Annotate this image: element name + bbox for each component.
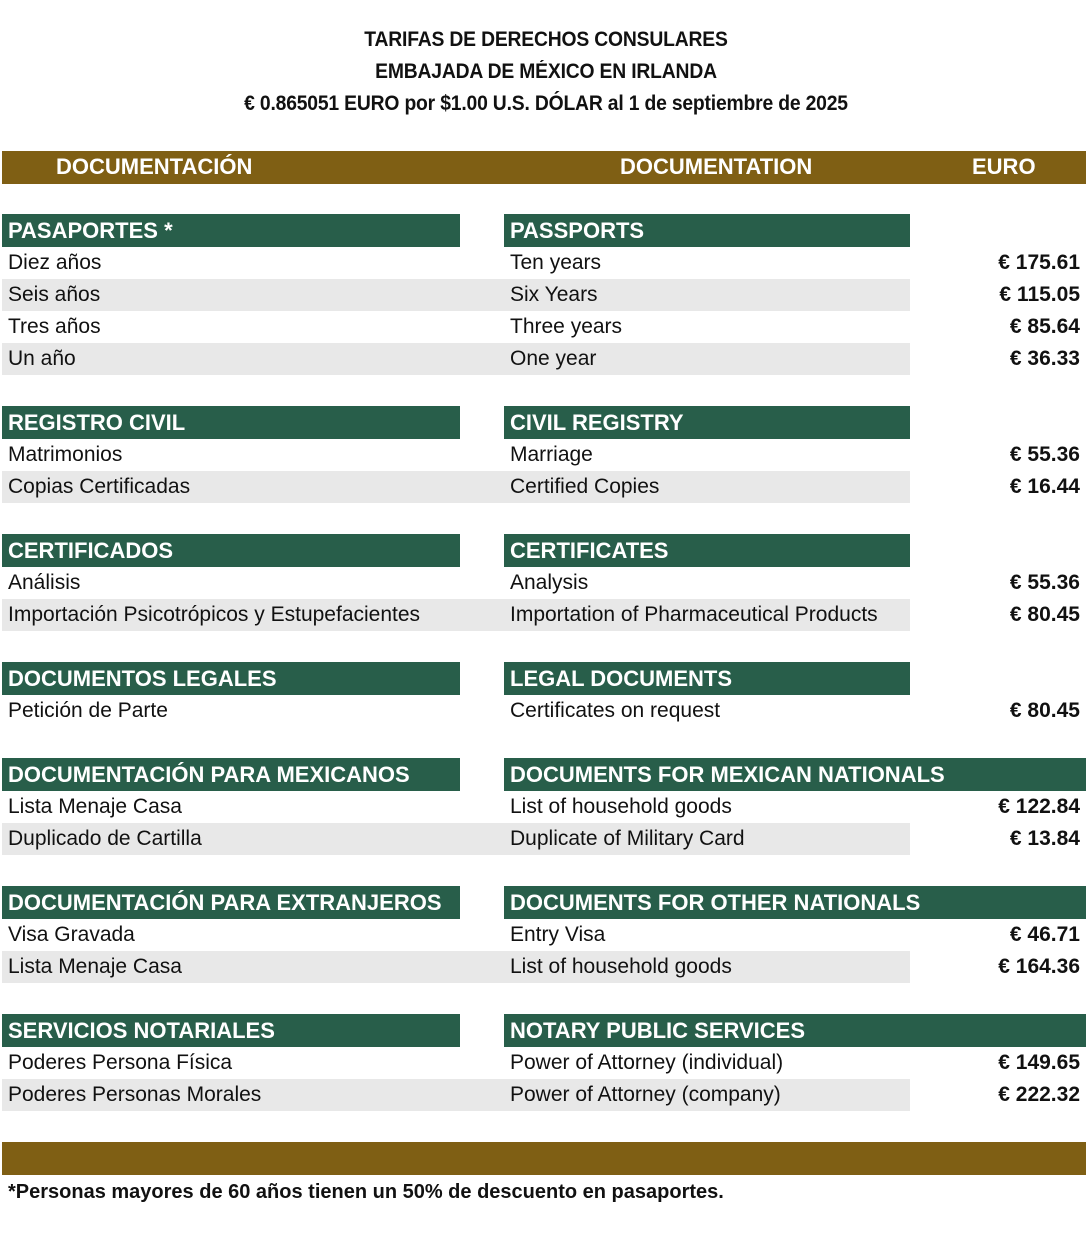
item-price: € 115.05 <box>999 283 1080 306</box>
item-price: € 46.71 <box>1009 923 1080 946</box>
section-title-es: SERVICIOS NOTARIALES <box>2 1014 460 1047</box>
item-price: € 55.36 <box>1009 443 1080 466</box>
item-es: Un año <box>8 347 76 370</box>
item-es: Diez años <box>8 251 102 274</box>
column-header-bar <box>2 151 1086 184</box>
section-title-en: LEGAL DOCUMENTS <box>504 662 910 695</box>
column-header-price: EURO <box>972 154 1036 179</box>
item-es: Análisis <box>8 571 81 594</box>
section-title-en: CERTIFICATES <box>504 534 910 567</box>
section-title-es: DOCUMENTACIÓN PARA EXTRANJEROS <box>2 886 460 919</box>
item-price: € 85.64 <box>1009 315 1080 338</box>
item-en: Analysis <box>510 571 589 594</box>
section-title-en: CIVIL REGISTRY <box>504 406 910 439</box>
section-title-en: NOTARY PUBLIC SERVICES <box>504 1014 1086 1047</box>
column-header-en: DOCUMENTATION <box>620 154 813 179</box>
item-en: Marriage <box>510 443 593 466</box>
item-en: Six Years <box>510 283 598 306</box>
item-price: € 16.44 <box>1009 475 1080 498</box>
section-title-es: DOCUMENTACIÓN PARA MEXICANOS <box>2 758 460 791</box>
item-es: Seis años <box>8 283 101 306</box>
item-price: € 164.36 <box>998 955 1080 978</box>
item-en: List of household goods <box>510 955 732 978</box>
item-es: Lista Menaje Casa <box>8 795 182 818</box>
item-en: Importation of Pharmaceutical Products <box>510 603 878 626</box>
item-en: Certificates on request <box>510 699 721 722</box>
item-price: € 13.84 <box>1009 827 1080 850</box>
item-en: Power of Attorney (company) <box>510 1083 781 1106</box>
section-title-en: DOCUMENTS FOR OTHER NATIONALS <box>504 886 1086 919</box>
page-title-line2: EMBAJADA DE MÉXICO EN IRLANDA <box>375 60 717 83</box>
item-es: Lista Menaje Casa <box>8 955 182 978</box>
exchange-rate-line: € 0.865051 EURO por $1.00 U.S. DÓLAR al 1 de septiembre de 2025 <box>244 92 848 115</box>
item-en: Ten years <box>510 251 602 274</box>
item-es: Duplicado de Cartilla <box>8 827 202 850</box>
item-en: Entry Visa <box>510 923 606 946</box>
section-title-en: PASSPORTS <box>504 214 910 247</box>
item-price: € 80.45 <box>1009 603 1080 626</box>
item-es: Matrimonios <box>8 443 123 466</box>
item-es: Petición de Parte <box>8 699 168 722</box>
item-es: Visa Gravada <box>8 923 135 946</box>
item-es: Importación Psicotrópicos y Estupefacientes <box>8 603 421 626</box>
section-title-en: DOCUMENTS FOR MEXICAN NATIONALS <box>504 758 1086 791</box>
item-en: List of household goods <box>510 795 732 818</box>
item-en: Certified Copies <box>510 475 660 498</box>
item-price: € 80.45 <box>1009 699 1080 722</box>
item-price: € 36.33 <box>1009 347 1080 370</box>
item-es: Poderes Persona Física <box>8 1051 233 1074</box>
item-price: € 222.32 <box>998 1083 1080 1106</box>
item-en: Duplicate of Military Card <box>510 827 745 850</box>
item-es: Copias Certificadas <box>8 475 191 498</box>
footnote: *Personas mayores de 60 años tienen un 50% de descuento en pasaportes. <box>8 1181 724 1203</box>
item-es: Tres años <box>8 315 101 338</box>
item-en: Three years <box>510 315 623 338</box>
item-en: Power of Attorney (individual) <box>510 1051 784 1074</box>
section-title-es: DOCUMENTOS LEGALES <box>2 662 460 695</box>
item-price: € 122.84 <box>998 795 1080 818</box>
item-en: One year <box>510 347 597 370</box>
page-title-line1: TARIFAS DE DERECHOS CONSULARES <box>364 28 728 51</box>
item-es: Poderes Personas Morales <box>8 1083 262 1106</box>
row-shade <box>2 279 910 311</box>
item-price: € 175.61 <box>998 251 1080 274</box>
footer-bar <box>2 1142 1086 1175</box>
item-price: € 55.36 <box>1009 571 1080 594</box>
section-title-es: CERTIFICADOS <box>2 534 460 567</box>
section-title-es: REGISTRO CIVIL <box>2 406 460 439</box>
row-shade <box>2 343 910 375</box>
item-price: € 149.65 <box>998 1051 1080 1074</box>
section-title-es: PASAPORTES * <box>2 214 460 247</box>
column-header-es: DOCUMENTACIÓN <box>56 154 253 179</box>
